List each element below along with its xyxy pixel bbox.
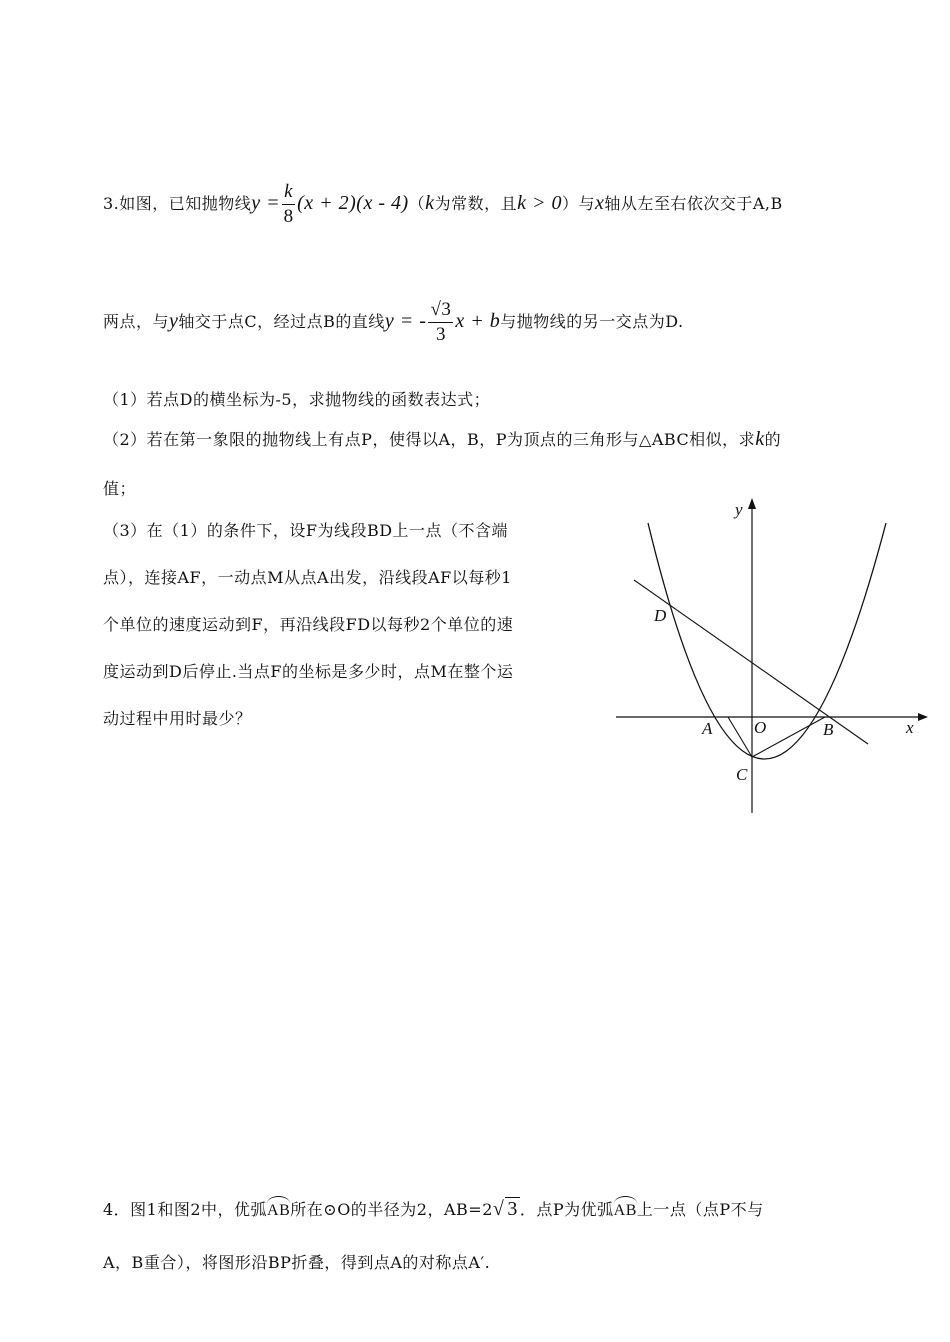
constant-text: 为常数，且 — [434, 194, 518, 213]
label-C: C — [736, 765, 748, 784]
problem4-line1-end: 上一点（点P不与 — [636, 1200, 764, 1219]
equation1-factors: (x + 2)(x - 4) — [297, 192, 409, 214]
equation2-denominator: 3 — [435, 324, 446, 345]
problem4-line2: A，B重合），将图形沿BP折叠，得到点A的对称点A′. — [103, 1253, 491, 1272]
sqrt-value: 3 — [507, 1198, 518, 1220]
question-1: （1）若点D的横坐标为-5，求抛物线的函数表达式； — [103, 390, 491, 409]
question-2-end: 的 — [764, 430, 782, 449]
question-3-line1: （3）在（1）的条件下，设F为线段BD上一点（不含端 — [103, 521, 509, 540]
var-x: x — [594, 192, 605, 214]
problem3-line1 — [103, 180, 783, 229]
problem4-intro: 4．图1和图2中，优弧 — [103, 1200, 268, 1219]
label-B: B — [823, 720, 834, 739]
question-2-line1 — [103, 427, 781, 451]
label-A: A — [702, 719, 713, 738]
condition-k: k > 0 — [517, 192, 562, 214]
equation2-fraction — [428, 298, 453, 347]
question-3-line4: 度运动到D后停止.当点F的坐标是多少时，点M在整个运 — [103, 662, 514, 681]
problem4-point-text: ．点P为优弧 — [519, 1200, 614, 1219]
parabola-curve — [648, 523, 886, 759]
equation1-fraction — [282, 180, 295, 229]
var-k: k — [425, 192, 435, 214]
line2-mid: 轴交于点C，经过点B的直线 — [178, 312, 385, 331]
paren-close: ）与 — [561, 194, 595, 213]
var-y: y — [169, 310, 179, 332]
equation1-lhs: y = — [251, 192, 281, 214]
arc-AB-2: AB — [614, 1196, 637, 1220]
line2-end: 与抛物线的另一交点为D. — [500, 312, 684, 331]
question-2-text: （2）若在第一象限的抛物线上有点P，使得以A，B，P为顶点的三角形与△ABC相似，求 — [103, 430, 756, 449]
question-3-line2: 点），连接AF，一动点M从点A出发，沿线段AF以每秒1 — [103, 568, 512, 587]
problem3-intro: 3.如图，已知抛物线 — [103, 194, 252, 213]
arc-AB-1: AB — [267, 1196, 290, 1220]
equation1-numerator: k — [282, 180, 295, 205]
sqrt-symbol: √ — [492, 1198, 505, 1220]
equation2-lhs: y = - — [384, 310, 427, 332]
label-O: O — [754, 718, 767, 737]
equation2-numerator: √3 — [428, 298, 453, 323]
parabola-figure — [612, 495, 930, 820]
question-2-k: k — [755, 428, 765, 450]
problem3-line2 — [103, 298, 684, 347]
label-x: x — [906, 718, 914, 737]
question-2-line2: 值； — [103, 479, 137, 498]
problem4-line1 — [103, 1196, 764, 1221]
line2-start: 两点，与 — [103, 312, 170, 331]
problem4-radius-text: 所在⊙O的半径为2，AB=2 — [290, 1200, 493, 1219]
label-D: D — [654, 606, 667, 625]
line1-end: 轴从左至右依次交于A,B — [604, 194, 783, 213]
label-y: y — [735, 500, 743, 519]
equation1-denominator: 8 — [283, 206, 294, 227]
equation2-rest: x + b — [455, 310, 501, 332]
y-axis-arrow — [748, 498, 756, 509]
paren-open: （ — [408, 194, 426, 213]
x-axis-arrow — [918, 713, 928, 721]
question-3-line3: 个单位的速度运动到F，再沿线段FD以每秒2个单位的速 — [103, 615, 514, 634]
segment-AC — [728, 717, 752, 757]
question-3-line5: 动过程中用时最少？ — [103, 709, 252, 728]
